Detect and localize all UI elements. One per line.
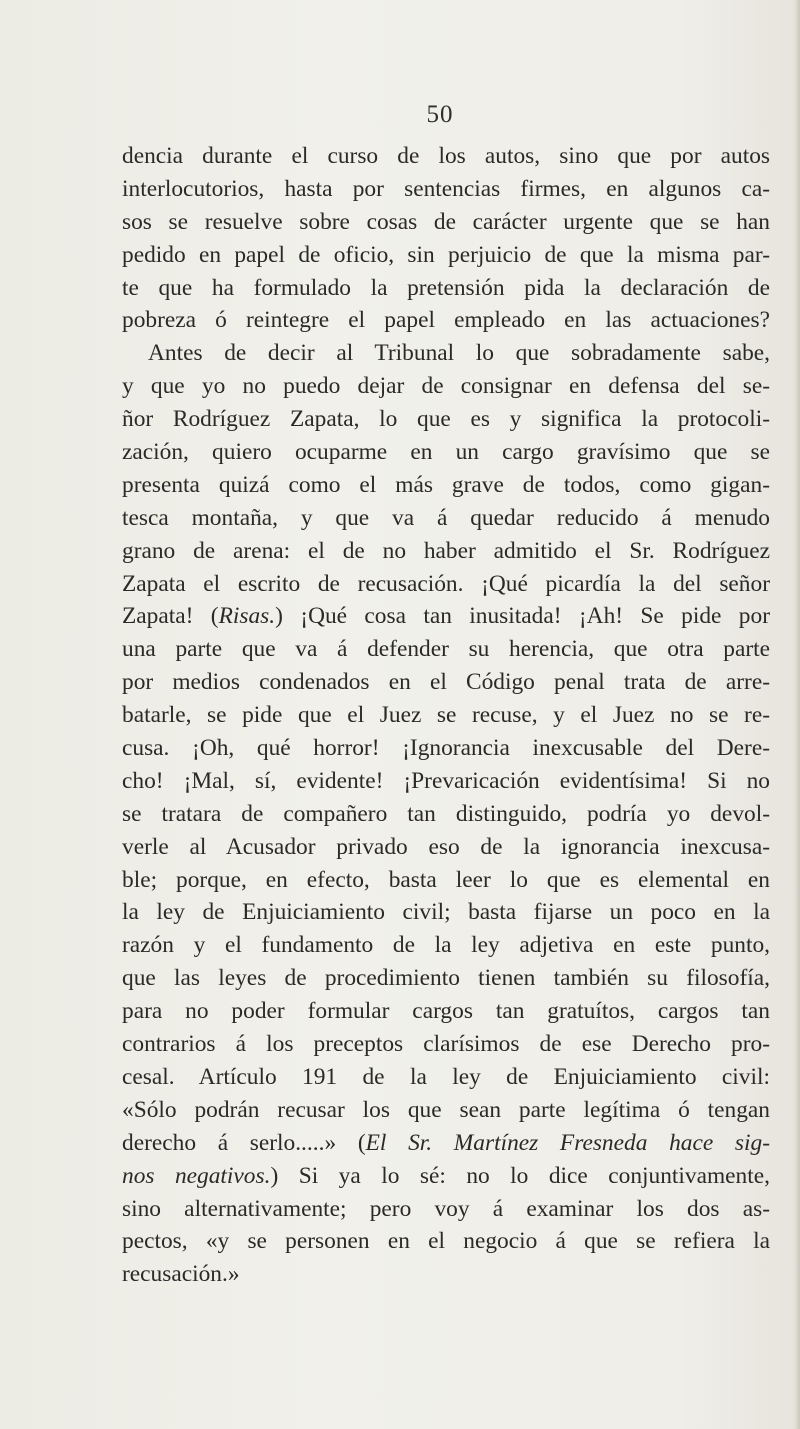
text-line-with-italic (122, 1127, 770, 1160)
text-line: una parte que va á defender su herencia, que otra parte (122, 636, 770, 663)
text-line: cho! ¡Mal, sí, evidente! ¡Prevaricación evidentísima! Si no (122, 767, 770, 794)
italic-aside: El Sr. Martínez Fresneda hace sig- (365, 1129, 770, 1156)
text-segment: ) Si ya lo sé: no lo dice conjuntivamente, (270, 1162, 770, 1189)
text-line: presenta quizá como el más grave de todos, como gigan- (122, 471, 770, 498)
text-segment: derecho á serlo.....» ( (122, 1129, 366, 1156)
page-number: 50 (426, 101, 454, 128)
italic-aside: nos negativos. (122, 1162, 271, 1189)
text-line: sos se resuelve sobre cosas de carácter urgente que se han (122, 208, 770, 235)
text-line: por medios condenados en el Código penal trata de arre- (122, 669, 770, 696)
text-line: «Sólo podrán recusar los que sean parte legítima ó tengan (122, 1096, 770, 1123)
text-line: cesal. Artículo 191 de la ley de Enjuiciamiento civil: (122, 1063, 770, 1090)
body-text (122, 140, 770, 1291)
text-line: interlocutorios, hasta por sentencias firmes, en algunos ca- (122, 175, 770, 202)
text-line: pedido en papel de oficio, sin perjuicio de que la misma par- (122, 241, 770, 268)
text-line: tesca montaña, y que va á quedar reducido á menudo (122, 504, 770, 531)
text-line: cusa. ¡Oh, qué horror! ¡Ignorancia inexcusable del Dere- (122, 735, 770, 762)
text-line: contrarios á los preceptos clarísimos de ese Derecho pro- (122, 1031, 770, 1058)
text-line: Zapata el escrito de recusación. ¡Qué picardía la del señor (122, 570, 770, 597)
page-edge-shadow (794, 0, 800, 1429)
text-line: pectos, «y se personen en el negocio á que se refiera la (122, 1228, 770, 1255)
text-line: recusación.» (122, 1261, 240, 1288)
text-segment: ) ¡Qué cosa tan inusitada! ¡Ah! Se pide por (275, 603, 770, 630)
text-line: que las leyes de procedimiento tienen también su filosofía, (122, 965, 770, 992)
paragraph-start-line: Antes de decir al Tribunal lo que sobradamente sabe, (148, 340, 770, 367)
text-line: pobreza ó reintegre el papel empleado en las actuaciones? (122, 307, 770, 334)
text-line: batarle, se pide que el Juez se recuse, y el Juez no se re- (122, 702, 770, 729)
text-line: te que ha formulado la pretensión pida la declaración de (122, 274, 770, 301)
text-line: grano de arena: el de no haber admitido el Sr. Rodríguez (122, 537, 770, 564)
text-line: para no poder formular cargos tan gratuítos, cargos tan (122, 998, 770, 1025)
text-line-with-italic (122, 600, 770, 633)
text-line: sino alternativamente; pero voy á examinar los dos as- (122, 1195, 770, 1222)
text-line: dencia durante el curso de los autos, sino que por autos (122, 143, 770, 169)
text-line: ñor Rodríguez Zapata, lo que es y significa la protocoli- (122, 406, 770, 433)
text-line: se tratara de compañero tan distinguido, podría yo devol- (122, 800, 770, 827)
text-line: zación, quiero ocuparme en un cargo gravísimo que se (122, 439, 770, 466)
text-line: la ley de Enjuiciamiento civil; basta fijarse un poco en la (122, 899, 770, 926)
text-line: y que yo no puedo dejar de consignar en defensa del se- (122, 373, 770, 400)
text-line: verle al Acusador privado eso de la ignorancia inexcusa- (122, 833, 770, 860)
text-segment: Zapata! ( (122, 603, 219, 630)
text-line: ble; porque, en efecto, basta leer lo que es elemental en (122, 866, 770, 893)
italic-aside: Risas. (218, 603, 276, 630)
text-line-with-italic (122, 1160, 770, 1193)
text-line: razón y el fundamento de la ley adjetiva en este punto, (122, 932, 770, 959)
